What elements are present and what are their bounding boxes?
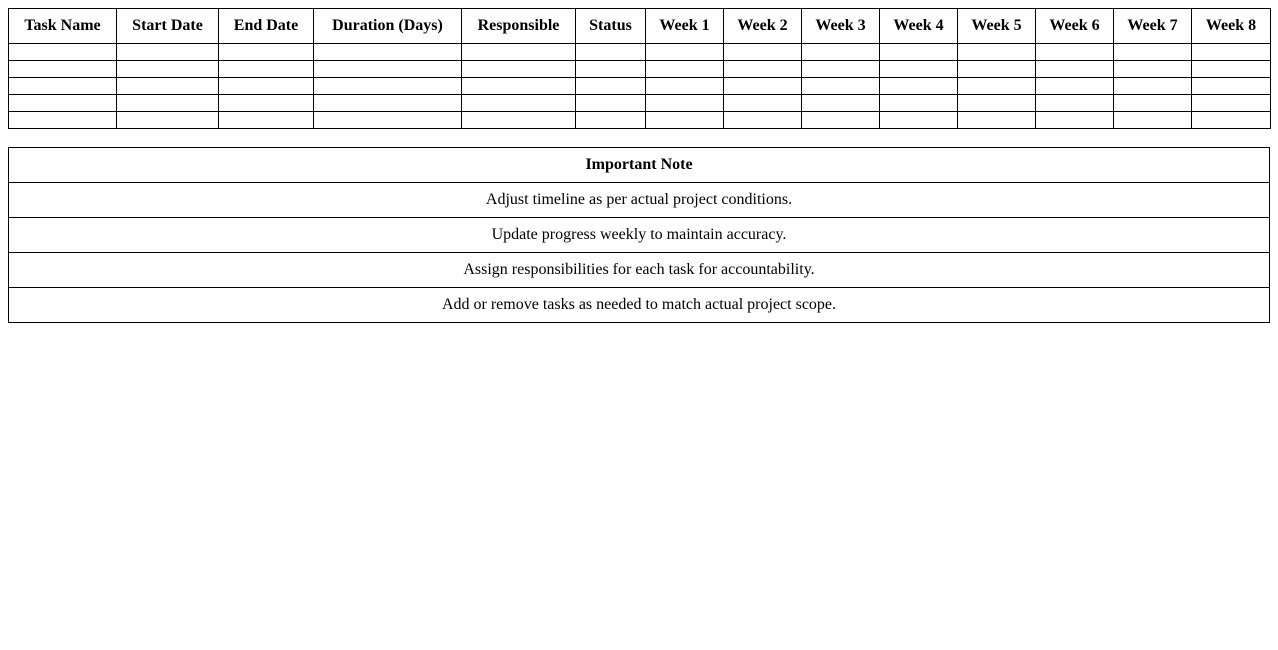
table-cell[interactable] [1036,78,1114,95]
table-cell[interactable] [802,78,880,95]
table-cell[interactable] [1036,95,1114,112]
table-cell[interactable] [1114,44,1192,61]
table-cell[interactable] [576,95,646,112]
column-header-week-5: Week 5 [958,9,1036,44]
table-cell[interactable] [1192,44,1271,61]
table-cell[interactable] [646,44,724,61]
table-cell[interactable] [802,44,880,61]
table-cell[interactable] [219,95,314,112]
note-item: Assign responsibilities for each task for accountability. [9,253,1270,288]
table-cell[interactable] [1036,112,1114,129]
note-title: Important Note [9,148,1270,183]
table-cell[interactable] [880,112,958,129]
table-cell[interactable] [958,112,1036,129]
table-cell[interactable] [958,95,1036,112]
table-cell[interactable] [724,112,802,129]
table-cell[interactable] [802,61,880,78]
table-cell[interactable] [646,61,724,78]
table-cell[interactable] [117,61,219,78]
table-cell[interactable] [724,61,802,78]
table-row [9,78,1271,95]
table-cell[interactable] [219,112,314,129]
table-cell[interactable] [1114,61,1192,78]
table-row [9,95,1271,112]
table-cell[interactable] [880,78,958,95]
table-cell[interactable] [802,95,880,112]
table-cell[interactable] [958,44,1036,61]
table-cell[interactable] [1192,112,1271,129]
table-cell[interactable] [9,78,117,95]
project-schedule-table [8,8,1271,129]
table-cell[interactable] [958,61,1036,78]
table-cell[interactable] [9,61,117,78]
table-cell[interactable] [724,95,802,112]
table-cell[interactable] [219,78,314,95]
table-cell[interactable] [219,61,314,78]
note-row [9,288,1270,323]
table-cell[interactable] [1036,61,1114,78]
table-cell[interactable] [646,95,724,112]
table-cell[interactable] [880,61,958,78]
table-cell[interactable] [462,44,576,61]
table-cell[interactable] [219,44,314,61]
table-cell[interactable] [117,78,219,95]
table-cell[interactable] [117,95,219,112]
column-header-start-date: Start Date [117,9,219,44]
column-header-week-2: Week 2 [724,9,802,44]
table-cell[interactable] [724,44,802,61]
note-row [9,253,1270,288]
table-cell[interactable] [1192,95,1271,112]
column-header-duration: Duration (Days) [314,9,462,44]
table-cell[interactable] [724,78,802,95]
schedule-body [9,44,1271,129]
note-item: Adjust timeline as per actual project conditions. [9,183,1270,218]
table-cell[interactable] [462,78,576,95]
table-row [9,44,1271,61]
column-header-week-1: Week 1 [646,9,724,44]
table-cell[interactable] [1192,78,1271,95]
table-cell[interactable] [9,44,117,61]
column-header-week-6: Week 6 [1036,9,1114,44]
table-cell[interactable] [1114,112,1192,129]
table-cell[interactable] [314,44,462,61]
note-item: Add or remove tasks as needed to match actual project scope. [9,288,1270,323]
table-cell[interactable] [1036,44,1114,61]
table-cell[interactable] [576,44,646,61]
note-row [9,183,1270,218]
table-row [9,61,1271,78]
column-header-week-3: Week 3 [802,9,880,44]
column-header-status: Status [576,9,646,44]
important-note-table [8,147,1270,323]
table-cell[interactable] [117,112,219,129]
table-cell[interactable] [314,95,462,112]
table-cell[interactable] [880,44,958,61]
table-cell[interactable] [576,112,646,129]
column-header-responsible: Responsible [462,9,576,44]
table-cell[interactable] [576,61,646,78]
schedule-header-row [9,9,1271,44]
table-cell[interactable] [462,61,576,78]
table-cell[interactable] [958,78,1036,95]
table-cell[interactable] [117,44,219,61]
table-cell[interactable] [314,61,462,78]
column-header-task-name: Task Name [9,9,117,44]
table-cell[interactable] [1114,95,1192,112]
column-header-week-4: Week 4 [880,9,958,44]
table-cell[interactable] [9,112,117,129]
table-cell[interactable] [1192,61,1271,78]
note-row [9,218,1270,253]
column-header-end-date: End Date [219,9,314,44]
note-item: Update progress weekly to maintain accuracy. [9,218,1270,253]
table-cell[interactable] [880,95,958,112]
table-cell[interactable] [314,78,462,95]
column-header-week-7: Week 7 [1114,9,1192,44]
table-cell[interactable] [462,112,576,129]
note-header-row [9,148,1270,183]
table-cell[interactable] [9,95,117,112]
column-header-week-8: Week 8 [1192,9,1271,44]
table-cell[interactable] [314,112,462,129]
table-cell[interactable] [462,95,576,112]
table-row [9,112,1271,129]
table-cell[interactable] [646,112,724,129]
table-cell[interactable] [646,78,724,95]
table-cell[interactable] [802,112,880,129]
table-cell[interactable] [1114,78,1192,95]
table-cell[interactable] [576,78,646,95]
